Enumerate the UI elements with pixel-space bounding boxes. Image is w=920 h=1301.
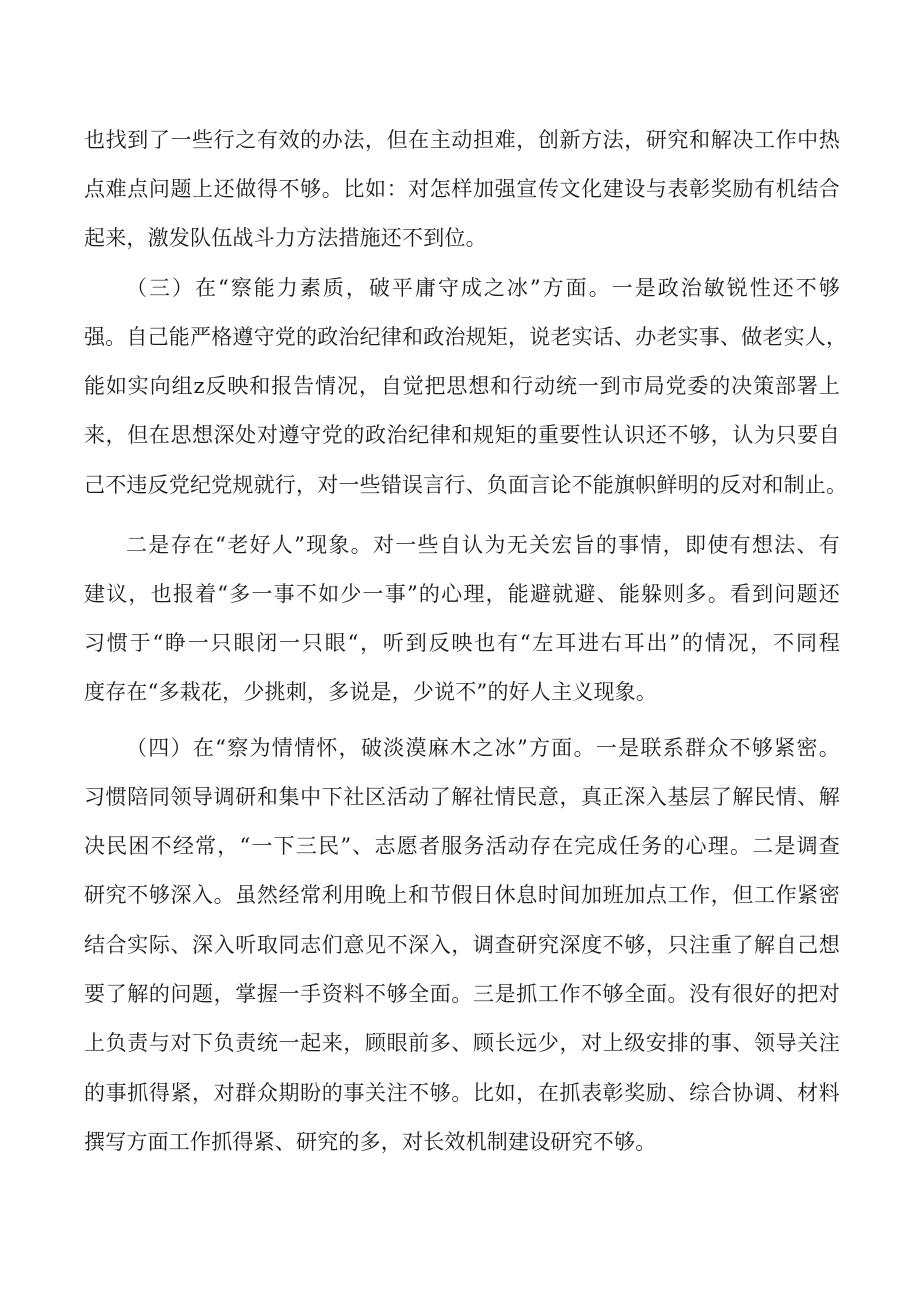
text-line: 习惯陪同领导调研和集中下社区活动了解社情民意，真正深入基层了解民情、解	[84, 785, 840, 809]
text-line: （四）在“察为情情怀，破淡漠麻木之冰”方面。一是联系群众不够紧密。	[126, 736, 840, 760]
text-line: 建议，也报着“多一事不如少一事”的心理，能避就避、能躲则多。看到问题还	[84, 582, 840, 606]
text-line: 习惯于“睁一只眼闭一只眼“，听到反映也有“左耳进右耳出”的情况，不同程	[84, 631, 840, 655]
text-line: 的事抓得紧，对群众期盼的事关注不够。比如，在抓表彰奖励、综合协调、材料	[84, 1081, 840, 1105]
text-line: （三）在“察能力素质，破平庸守成之冰”方面。一是政治敏锐性还不够	[126, 276, 840, 300]
text-line: 度存在“多栽花，少挑刺，多说是，少说不”的好人主义现象。	[84, 680, 658, 704]
text-line: 己不违反党纪党规就行，对一些错误言行、负面言论不能旗帜鲜明的反对和制止。	[84, 473, 848, 497]
text-line: 上负责与对下负责统一起来，顾眼前多、顾长远少，对上级安排的事、领导关注	[84, 1031, 840, 1055]
text-line: 强。自己能严格遵守党的政治纪律和政治规矩，说老实话、办老实事、做老实人，	[84, 325, 848, 349]
text-line: 结合实际、深入听取同志们意见不深入，调查研究深度不够，只注重了解自己想	[84, 933, 840, 957]
text-line: 点难点问题上还做得不够。比如：对怎样加强宣传文化建设与表彰奖励有机结合	[84, 177, 840, 201]
text-line: 撰写方面工作抓得紧、研究的多，对长效机制建设研究不够。	[84, 1130, 657, 1154]
text-line: 也找到了一些行之有效的办法，但在主动担难，创新方法，研究和解决工作中热	[84, 128, 840, 152]
text-line: 决民困不经常，“一下三民”、志愿者服务活动存在完成任务的心理。二是调查	[84, 834, 840, 858]
text-line: 能如实向组z反映和报告情况，自觉把思想和行动统一到市局党委的决策部署上	[84, 374, 840, 398]
text-line: 起来，激发队伍战斗力方法措施还不到位。	[84, 226, 487, 250]
text-line: 研究不够深入。虽然经常利用晚上和节假日休息时间加班加点工作，但工作紧密	[84, 883, 840, 907]
text-line: 二是存在“老好人”现象。对一些自认为无关宏旨的事情，即使有想法、有	[126, 533, 840, 557]
text-line: 要了解的问题，掌握一手资料不够全面。三是抓工作不够全面。没有很好的把对	[84, 982, 840, 1006]
text-line: 来，但在思想深处对遵守党的政治纪律和规矩的重要性认识还不够，认为只要自	[84, 423, 840, 447]
